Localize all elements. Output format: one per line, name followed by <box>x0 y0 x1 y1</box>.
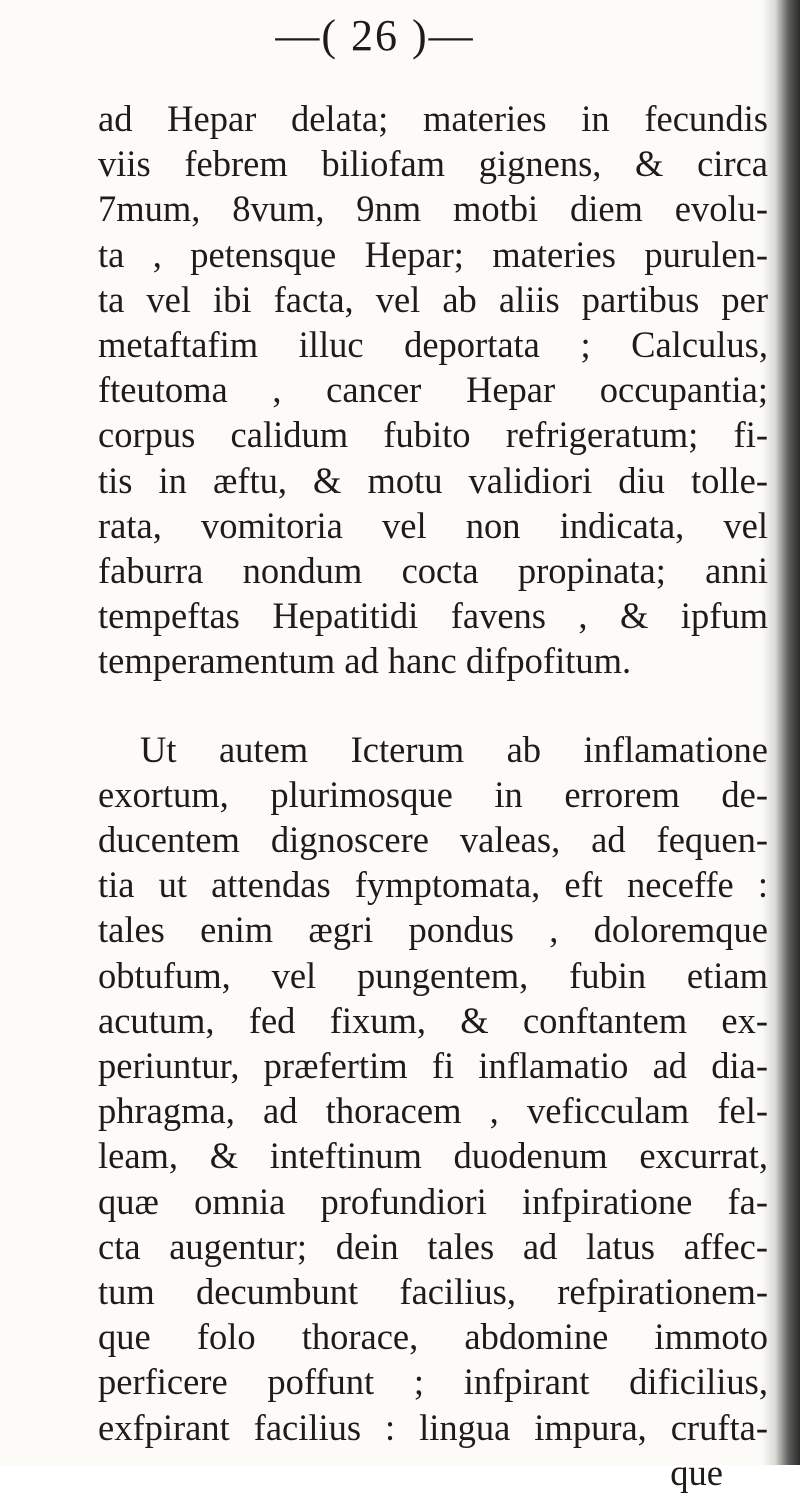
text-line: tum decumbunt facilius, refpirationem- <box>98 1271 768 1313</box>
text-line: 7mum, 8vum, 9nm motbi diem evolu- <box>98 188 768 230</box>
text-line: temperamentum ad hanc difpofitum. <box>98 640 632 682</box>
text-line: tia ut attendas fymptomata, eft neceffe : <box>98 864 768 906</box>
text-line: viis febrem biliofam gignens, & circa <box>98 143 768 185</box>
text-line: tempeftas Hepatitidi favens , & ipfum <box>98 595 768 637</box>
text-line: ta , petensque Hepar; materies purulen- <box>98 233 768 275</box>
text-line: exortum, plurimosque in errorem de- <box>98 773 768 815</box>
text-line: quæ omnia profundiori infpiratione fa- <box>98 1180 768 1222</box>
text-line: acutum, fed fixum, & conftantem ex- <box>98 999 768 1041</box>
text-line: ta vel ibi facta, vel ab aliis partibus per <box>98 278 768 320</box>
paragraph-gap <box>98 684 768 727</box>
text-line: ad Hepar delata; materies in fecundis <box>98 98 768 139</box>
catchword: que <box>670 1451 723 1493</box>
text-line: exfpirant facilius : lingua impura, crufta- <box>98 1406 768 1448</box>
text-line: phragma, ad thoracem , veficculam fel- <box>98 1090 768 1132</box>
text-line: tis in æftu, & motu validiori diu tolle- <box>98 459 768 501</box>
text-line: obtufum, vel pungentem, fubin etiam <box>98 954 768 996</box>
text-line: tales enim ægri pondus , doloremque <box>98 909 768 951</box>
text-line: corpus calidum fubito refrigeratum; fi- <box>98 414 768 456</box>
paragraph-2 <box>98 727 768 1450</box>
text-line: Ut autem Icterum ab inflamatione <box>140 728 768 770</box>
text-line: metaftafim illuc deportata ; Calculus, <box>98 324 768 366</box>
text-line: leam, & inteftinum duodenum excurrat, <box>98 1135 768 1177</box>
body-text <box>98 96 768 1495</box>
text-line: rata, vomitoria vel non indicata, vel <box>98 504 768 546</box>
text-line: cta augentur; dein tales ad latus affec- <box>98 1225 768 1267</box>
text-line: fteutoma , cancer Hepar occupantia; <box>98 369 768 411</box>
paragraph-1 <box>98 96 768 684</box>
text-line: faburra nondum cocta propinata; anni <box>98 550 768 592</box>
page-number: —( 26 )— <box>275 11 475 60</box>
text-line: ducentem dignoscere valeas, ad fequen- <box>98 819 768 861</box>
text-line: perficere poffunt ; infpirant dificilius, <box>98 1361 768 1403</box>
text-line: que folo thorace, abdomine immoto <box>98 1316 768 1358</box>
text-line: periuntur, præfertim fi inflamatio ad dia- <box>98 1045 768 1087</box>
